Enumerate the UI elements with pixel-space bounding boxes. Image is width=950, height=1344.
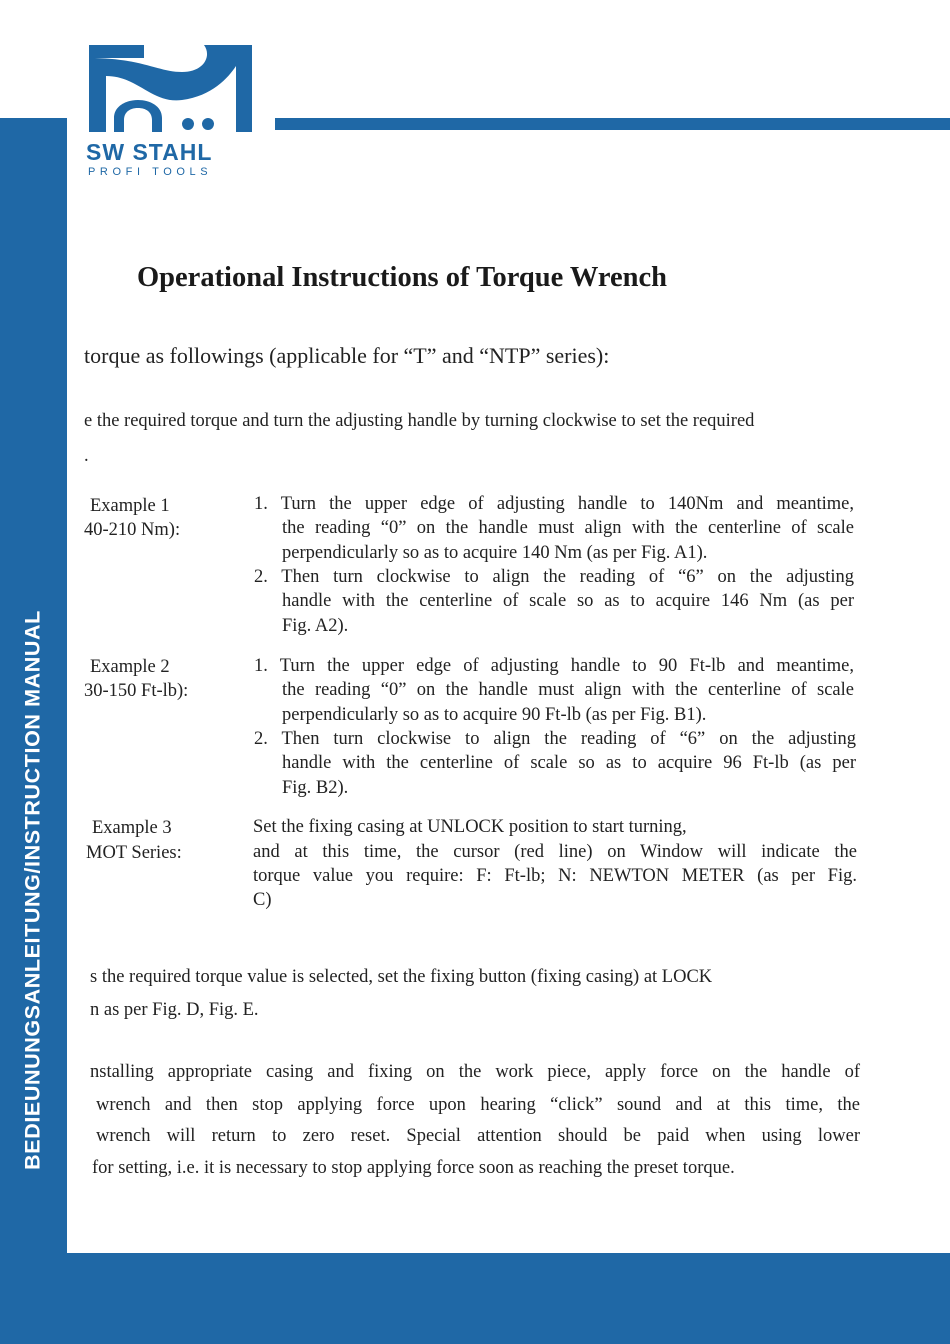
example-line: and at this time, the cursor (red line) on Window will indicate the bbox=[253, 842, 857, 862]
example-range: 30-150 Ft-lb): bbox=[84, 681, 189, 701]
brand-name: SW STAHL bbox=[86, 139, 213, 165]
brand-logo-icon bbox=[86, 42, 256, 138]
step3-line: for setting, i.e. it is necessary to stop applying force soon as reaching the preset torque. bbox=[92, 1158, 735, 1178]
example-line: the reading “0” on the handle must align with the centerline of scale bbox=[282, 680, 854, 700]
example-label: Example 1 bbox=[90, 496, 170, 516]
step2-text-cont: n as per Fig. D, Fig. E. bbox=[90, 1000, 259, 1020]
header-rule bbox=[275, 118, 950, 130]
example-label: Example 2 bbox=[90, 657, 170, 677]
footer-bar bbox=[0, 1253, 950, 1344]
example-line: Fig. B2). bbox=[282, 778, 349, 798]
example-range: MOT Series: bbox=[86, 843, 182, 863]
intro-text: torque as followings (applicable for “T” and “NTP” series): bbox=[84, 343, 610, 368]
example-line: 1. Turn the upper edge of adjusting handle to 90 Ft-lb and meantime, bbox=[254, 656, 854, 676]
step1-text-cont: . bbox=[84, 446, 89, 466]
step3-line: wrench will return to zero reset. Special attention should be paid when using lower bbox=[96, 1126, 860, 1146]
example-line: handle with the centerline of scale so as to acquire 96 Ft-lb (as per bbox=[282, 753, 856, 773]
example-line: perpendicularly so as to acquire 140 Nm (as per Fig. A1). bbox=[282, 543, 708, 563]
example-line: torque value you require: F: Ft-lb; N: NEWTON METER (as per Fig. bbox=[253, 866, 857, 886]
example-line: 2. Then turn clockwise to align the reading of “6” on the adjusting bbox=[254, 567, 854, 587]
brand-tagline: PROFI TOOLS bbox=[88, 166, 213, 178]
example-line: C) bbox=[253, 890, 272, 910]
example-range: 40-210 Nm): bbox=[84, 520, 181, 540]
example-line: Fig. A2). bbox=[282, 616, 349, 636]
manual-side-label: BEDIEUNUNGSANLEITUNG/INSTRUCTION MANUAL bbox=[20, 610, 45, 1170]
example-label: Example 3 bbox=[92, 818, 172, 838]
step1-text: e the required torque and turn the adjusting handle by turning clockwise to set the required bbox=[84, 411, 755, 431]
example-line: perpendicularly so as to acquire 90 Ft-lb (as per Fig. B1). bbox=[282, 705, 707, 725]
example-line: the reading “0” on the handle must align with the centerline of scale bbox=[282, 518, 854, 538]
step3-line: wrench and then stop applying force upon hearing “click” sound and at this time, the bbox=[96, 1095, 860, 1115]
example-line: handle with the centerline of scale so as to acquire 146 Nm (as per bbox=[282, 591, 854, 611]
example-line: Set the fixing casing at UNLOCK position to start turning, bbox=[253, 817, 687, 837]
example-line: 2. Then turn clockwise to align the reading of “6” on the adjusting bbox=[254, 729, 856, 749]
example-line: 1. Turn the upper edge of adjusting handle to 140Nm and meantime, bbox=[254, 494, 854, 514]
step3-line: nstalling appropriate casing and fixing on the work piece, apply force on the handle of bbox=[90, 1062, 860, 1082]
page-title: Operational Instructions of Torque Wrench bbox=[137, 262, 667, 293]
step2-text: s the required torque value is selected, set the fixing button (fixing casing) at LOCK bbox=[90, 967, 713, 987]
